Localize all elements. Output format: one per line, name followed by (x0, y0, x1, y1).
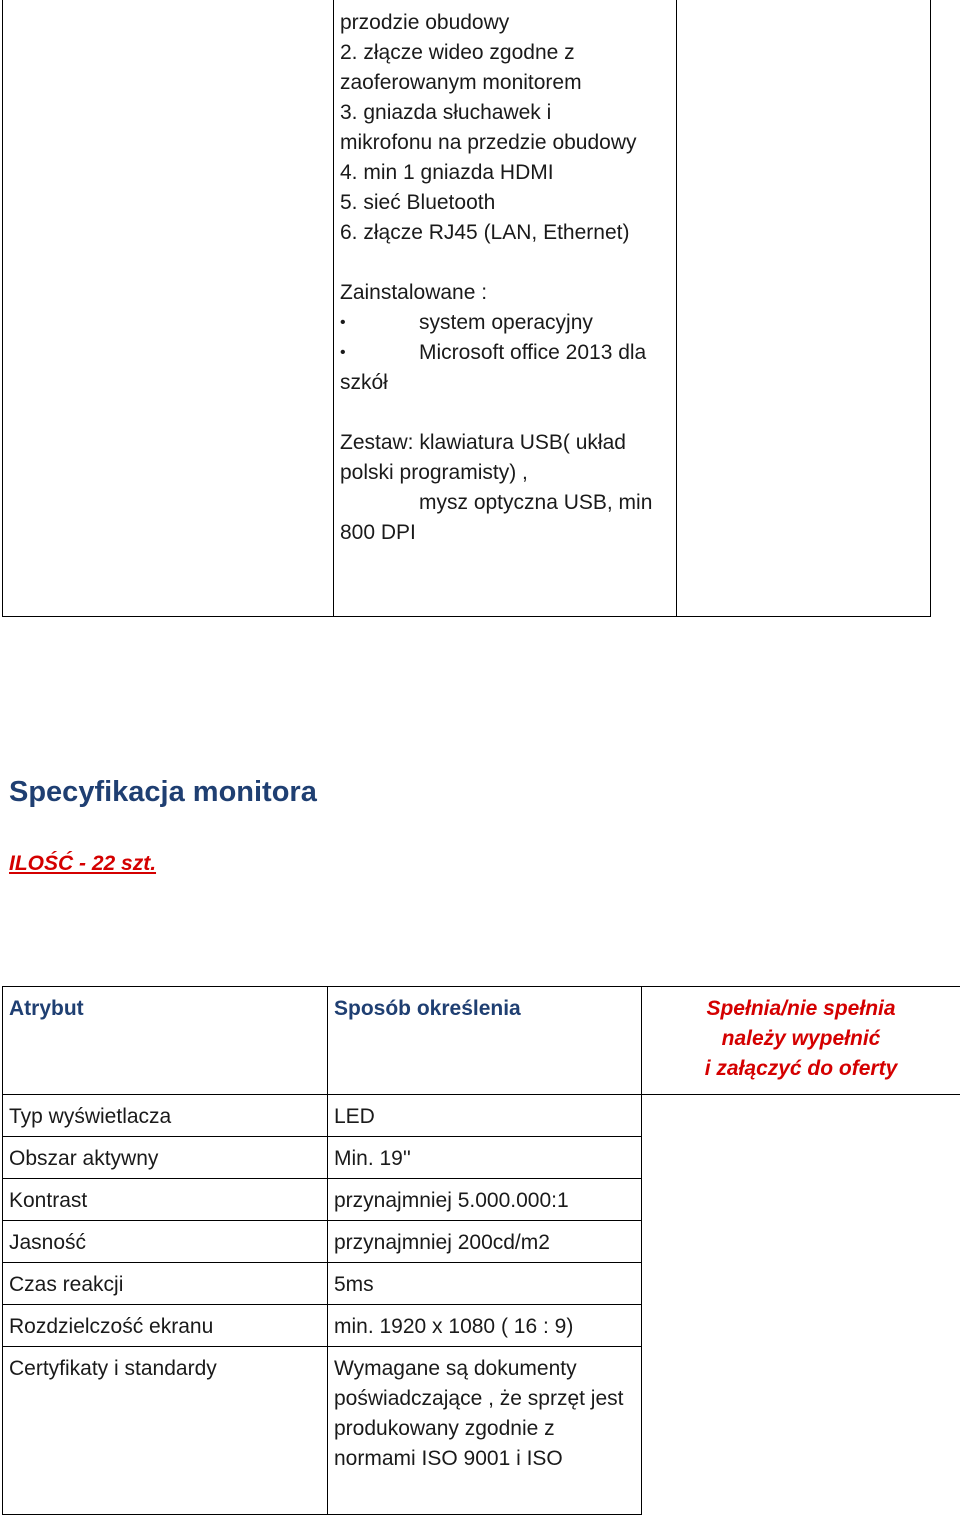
row-attribute: Czas reakcji (3, 1263, 328, 1305)
spec-line: 2. złącze wideo zgodne z (340, 38, 676, 68)
bullet-item (340, 308, 676, 338)
bullet-text: system operacyjny (419, 308, 593, 338)
row-compliance (642, 1095, 960, 1137)
spec-line: mikrofonu na przedzie obudowy (340, 128, 676, 158)
previous-spec-table (0, 0, 960, 618)
row-compliance (642, 1179, 960, 1221)
bullet-text: Microsoft office 2013 dla (419, 338, 646, 368)
table-row (3, 1095, 960, 1137)
table-header-row (3, 987, 960, 1095)
row-value: 5ms (328, 1263, 642, 1305)
row-attribute: Obszar aktywny (3, 1137, 328, 1179)
row-compliance (642, 1263, 960, 1305)
row-value: min. 1920 x 1080 ( 16 : 9) (328, 1305, 642, 1347)
section-title: Specyfikacja monitora (9, 772, 317, 812)
row-attribute: Typ wyświetlacza (3, 1095, 328, 1137)
table-border-left (2, 0, 3, 617)
row-compliance (642, 1305, 960, 1347)
header-compliance: Spełnia/nie spełnia należy wypełnić i załączyć do oferty (642, 987, 960, 1095)
table-row (3, 1179, 960, 1221)
table-border-bottom (2, 616, 931, 617)
header-method: Sposób określenia (328, 987, 642, 1095)
table-border-right (930, 0, 931, 617)
row-value: Wymagane są dokumenty poświadczające , że sprzęt jest produkowany zgodnie z normami ISO 9001 i ISO (328, 1347, 642, 1515)
row-compliance (642, 1221, 960, 1263)
row-attribute: Kontrast (3, 1179, 328, 1221)
bullet-tail: szkół (340, 368, 676, 398)
spec-line: przodzie obudowy (340, 8, 676, 38)
row-value: przynajmniej 200cd/m2 (328, 1221, 642, 1263)
table-row (3, 1347, 960, 1515)
row-value: LED (328, 1095, 642, 1137)
row-attribute: Certyfikaty i standardy (3, 1347, 328, 1515)
table-row (3, 1263, 960, 1305)
bullet-icon: • (340, 338, 346, 368)
set-line: 800 DPI (340, 518, 676, 548)
row-compliance (642, 1137, 960, 1179)
spec-line: 5. sieć Bluetooth (340, 188, 676, 218)
spec-line: 4. min 1 gniazda HDMI (340, 158, 676, 188)
table-row (3, 1137, 960, 1179)
spec-line: zaoferowanym monitorem (340, 68, 676, 98)
set-line: Zestaw: klawiatura USB( układ (340, 428, 676, 458)
row-value: Min. 19'' (328, 1137, 642, 1179)
row-attribute: Jasność (3, 1221, 328, 1263)
bullet-item (340, 338, 676, 368)
row-compliance (642, 1347, 960, 1515)
spec-line: 3. gniazda słuchawek i (340, 98, 676, 128)
row-value: przynajmniej 5.000.000:1 (328, 1179, 642, 1221)
set-line: mysz optyczna USB, min (340, 488, 676, 518)
set-line: polski programisty) , (340, 458, 676, 488)
header-attribute: Atrybut (3, 987, 328, 1095)
row-attribute: Rozdzielczość ekranu (3, 1305, 328, 1347)
table-row (3, 1305, 960, 1347)
table-border-col1 (333, 0, 334, 617)
spec-line: 6. złącze RJ45 (LAN, Ethernet) (340, 218, 676, 248)
bullet-icon: • (340, 308, 346, 338)
table-border-col2 (676, 0, 677, 617)
computer-spec-cell (340, 8, 676, 548)
quantity-label: ILOŚĆ - 22 szt. (9, 852, 156, 876)
table-row (3, 1221, 960, 1263)
installed-label: Zainstalowane : (340, 278, 676, 308)
monitor-spec-table (2, 986, 960, 1515)
